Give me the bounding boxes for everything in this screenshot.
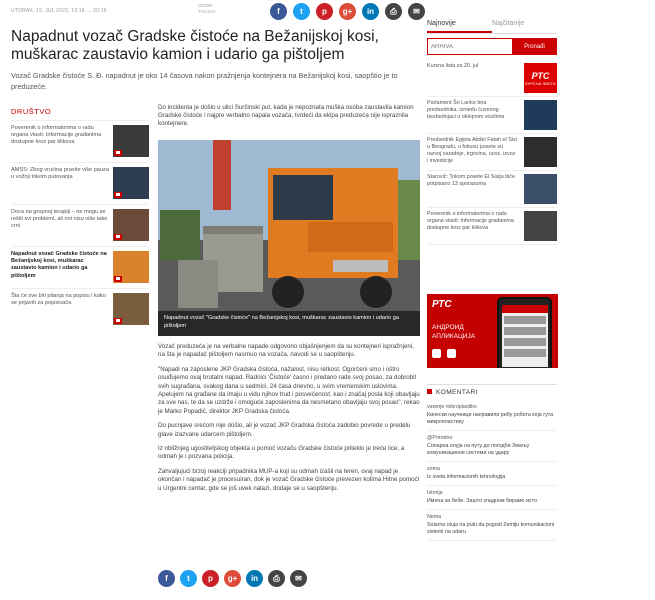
gallery-icon (114, 318, 122, 324)
article-paragraph: Do pucnjave srećom nije došlo, ali je vozač JKP Gradska čistoća zadobio povrede u predelu glave izazvane udarcem pištoljem. (158, 422, 411, 438)
linkedin-share-button[interactable] (246, 570, 263, 587)
article-title: Napadnut vozač Gradske čistoće na Bežanijskoj kosi, muškarac zaustavio kamion i udario ga pištoljem (11, 28, 379, 63)
related-item-title[interactable]: Napadnut vozač Gradske čistoće na Bežanijskoj kosi, muškarac zaustavio kamion i udario ga pištoljem (11, 251, 107, 279)
search-input[interactable] (427, 38, 512, 55)
source-label: IZVOR: (198, 3, 214, 8)
archive-search (427, 38, 557, 55)
phone-image (497, 297, 552, 368)
related-item-thumbnail[interactable] (113, 209, 149, 241)
related-item-thumbnail[interactable] (113, 167, 149, 199)
twitter-share-button[interactable] (180, 570, 197, 587)
mail-button[interactable] (290, 570, 307, 587)
comments-list (427, 400, 557, 541)
news-item-title[interactable]: Kursna lista za 20. jul (427, 63, 479, 69)
linkedin-icon: in (366, 7, 375, 16)
mail-button[interactable] (408, 3, 425, 20)
search-button[interactable]: Pronađi (512, 38, 557, 55)
news-item[interactable] (427, 97, 557, 134)
related-item[interactable] (11, 204, 149, 246)
android-store-icon (447, 349, 456, 358)
related-item[interactable] (11, 288, 149, 330)
news-item-thumbnail[interactable] (524, 174, 557, 204)
facebook-icon: f (277, 7, 280, 16)
source-value: TANJUG (198, 9, 216, 14)
comment-article-link[interactable]: Имена за бебе. Зашто упадном бирамо исто (427, 498, 537, 504)
comment-article-link[interactable]: Solarna oluja na putu da pogodi Zemlju komunikacioni sistemi na udaru (427, 522, 555, 535)
tab-most-read[interactable]: Najčitanije (492, 20, 525, 27)
article-paragraph: Vozač preduzeća je na verbalne napade odgovorio objašnjenjem da su kontejneri ispražnjeni, na šta je napadač pištoljem nasrnuo na vozača, navodi se u saopštenju. (158, 343, 414, 359)
apple-store-icon (432, 349, 441, 358)
article-paragraph: Zahvaljujući brzoj reakciji pripadnika MUP-a koji su odmah izašli na teren, ovaj napad je okončan i napadač je procesuiran, dok je vozač Gradske čistoće prevezen kolima Hitne pomoći u Urgentni centar, gde se još uvek nalazi, dodaje se u saopštenju. (158, 467, 420, 492)
pinterest-share-button[interactable] (316, 3, 333, 20)
article-body (158, 343, 420, 499)
news-item-thumbnail[interactable] (524, 63, 557, 93)
article-source (198, 3, 216, 15)
article-date: UTORAK, 19. JUL 2022, 19:16 → 20:15 (11, 8, 107, 14)
related-item-thumbnail[interactable] (113, 125, 149, 157)
rts-logo: РТС (432, 299, 452, 310)
news-item[interactable] (427, 134, 557, 171)
comment-user: Nema (427, 514, 442, 520)
related-item[interactable] (11, 120, 149, 162)
related-item-title[interactable]: Doca na grupnoj terapiji – ne mogu se rešiti svi problemi, ali oni nisu više tako crni (11, 209, 108, 230)
pinterest-icon: p (208, 574, 213, 583)
article-paragraph: "Napadi na zaposlene JKP Gradska čistoća, nažalost, nisu retkost. Ogorčeni smo i oštro osuđujemo ovaj brutalni napad. Radnici 'Čistoće' časno i predano rade svoj posao, za dobrobit svih sugrađana, svakog dana u sedmici, 24 časa dnevno, u svim vremenskim uslovima. Apelujem na građane da imaju u vidu njihov trud i posvećenost, kao i značaj posla koji obavljaju za sve nas, te da se uzdrže i omoguće zaposlenima da nesmetano obavljaju svoj posao", rekao je Marko Popadić, direktor JKP Gradska čistoća. (158, 365, 420, 415)
comment-item[interactable] (427, 462, 557, 486)
comment-user: varenje mikroplastiko (427, 404, 477, 410)
article-lead: Vozač Gradske čistoće S. Đ. napadnut je oko 14 časova nakon pražnjenja kontejnera na Bežanijskoj kosi, saopštio je to preduzeće. (11, 71, 398, 91)
news-item[interactable] (427, 208, 557, 245)
news-item-thumbnail[interactable] (524, 137, 557, 167)
twitter-icon: t (187, 574, 190, 583)
twitter-icon: t (300, 7, 303, 16)
news-item-title[interactable]: Parlament Šri Lanke bira predsednika, između čuvenog bezbednjaci u oklopnim vozilima (427, 100, 505, 120)
related-item-title[interactable]: Šta će sve biti pitanja na popisu i kako se prijaviti za popisivača (11, 293, 106, 307)
comment-user: Istorija (427, 490, 443, 496)
google-plus-share-button[interactable] (339, 3, 356, 20)
facebook-icon: f (165, 574, 168, 583)
comments-heading: KOMENTARI (427, 384, 557, 396)
gallery-icon (114, 150, 122, 156)
mail-icon: ✉ (295, 574, 302, 583)
linkedin-share-button[interactable] (362, 3, 379, 20)
comment-item[interactable] (427, 510, 557, 541)
linkedin-icon: in (250, 574, 259, 583)
print-icon: ⎙ (390, 6, 397, 16)
print-button[interactable] (385, 3, 402, 20)
comment-item[interactable] (427, 400, 557, 431)
related-item-title[interactable]: Poverenik o informatorima o radu organa vlasti: Informacije građanima dostupne kroz par klikova (11, 125, 102, 146)
store-icons (432, 349, 456, 358)
article-paragraph: Do incidenta je došlo u ulici Surčinski put, kada je nepoznata muška osoba zaustavila kamion Gradske čistoće i najpre verbalno napala vozača, tvrdeći da ekipa preduzeća nije ispraznila kontejnere. (158, 104, 414, 127)
share-bar-top (270, 3, 425, 20)
news-item-thumbnail[interactable] (524, 100, 557, 130)
print-icon: ⎙ (273, 573, 280, 583)
related-item-title[interactable]: AMSS: Zbog vrućina pravite više pauza u vožnji tokom putovanja (11, 167, 109, 181)
google-plus-share-button[interactable] (224, 570, 241, 587)
related-item[interactable] (11, 162, 149, 204)
comment-item[interactable] (427, 431, 557, 462)
facebook-share-button[interactable] (158, 570, 175, 587)
ad-text (432, 324, 475, 341)
facebook-share-button[interactable] (270, 3, 287, 20)
comment-article-link[interactable]: Сопарна олуја на путу до погодби Земљу комуникациони системи на удару (427, 443, 530, 456)
gallery-icon (114, 192, 122, 198)
news-item-title[interactable]: Starović: Tokom posete El Sisija biće potpisano 13 sporazuma (427, 174, 515, 187)
google-plus-icon: g+ (342, 7, 353, 16)
comment-user: zoma (427, 466, 440, 472)
related-item[interactable] (11, 246, 149, 288)
share-bar-bottom (158, 570, 307, 587)
twitter-share-button[interactable] (293, 3, 310, 20)
comment-article-link[interactable]: Кинески научници направили рибу робота која гута микропластику (427, 412, 554, 425)
related-item-thumbnail[interactable] (113, 251, 149, 283)
news-item[interactable] (427, 171, 557, 208)
news-item[interactable] (427, 60, 557, 97)
ad-line-1: АНДРОИД (432, 324, 464, 331)
gallery-icon (114, 234, 122, 240)
gallery-icon (114, 276, 122, 282)
app-ad-banner[interactable] (427, 294, 558, 368)
google-plus-icon: g+ (227, 574, 238, 583)
print-button[interactable] (268, 570, 285, 587)
article-paragraph: Iz obližnjeg ugostiteljskog objekta u pomoć vozaču Gradske čistoće priteklo je treće lice, a odmah je i pozvana policija. (158, 445, 405, 461)
latest-news-list (427, 60, 557, 245)
news-item-thumbnail[interactable] (524, 211, 557, 241)
article-photo (158, 140, 420, 336)
photo-caption: Napadnut vozač "Gradske čistoće" na Bežanijskoj kosi, muškarac zaustavio kamion i udario ga pištoljem (158, 311, 420, 336)
related-item-thumbnail[interactable] (113, 293, 149, 325)
pinterest-share-button[interactable] (202, 570, 219, 587)
ad-line-2: АПЛИКАЦИЈА (432, 332, 476, 340)
pinterest-icon: p (322, 7, 327, 16)
news-item-title[interactable]: Predsednik Egipta Abdel Fatah el Sisi u Beogradu, u fokusu posete su razvoj saradnje, trgovina, uvoz, izvoz i investicije (427, 137, 517, 164)
section-label[interactable]: DRUŠTVO (11, 107, 52, 116)
rts-thumb-logo: РТС (531, 70, 550, 81)
right-tabs (427, 20, 557, 34)
comment-item[interactable] (427, 486, 557, 510)
news-item-title[interactable]: Poverenik o informatorima o radu organa vlasti: Informacije građanima dostupne kroz par klikova (427, 211, 514, 231)
comment-user: @Prirodno (427, 435, 453, 441)
tab-latest[interactable]: Najnovije (427, 20, 492, 33)
rts-thumb-caption: КУРСНА ЛИСТА (525, 80, 556, 86)
comment-article-link[interactable]: Iz sveta informacionih tehnologija (427, 474, 506, 480)
mail-icon: ✉ (413, 7, 420, 16)
related-list (11, 120, 149, 330)
